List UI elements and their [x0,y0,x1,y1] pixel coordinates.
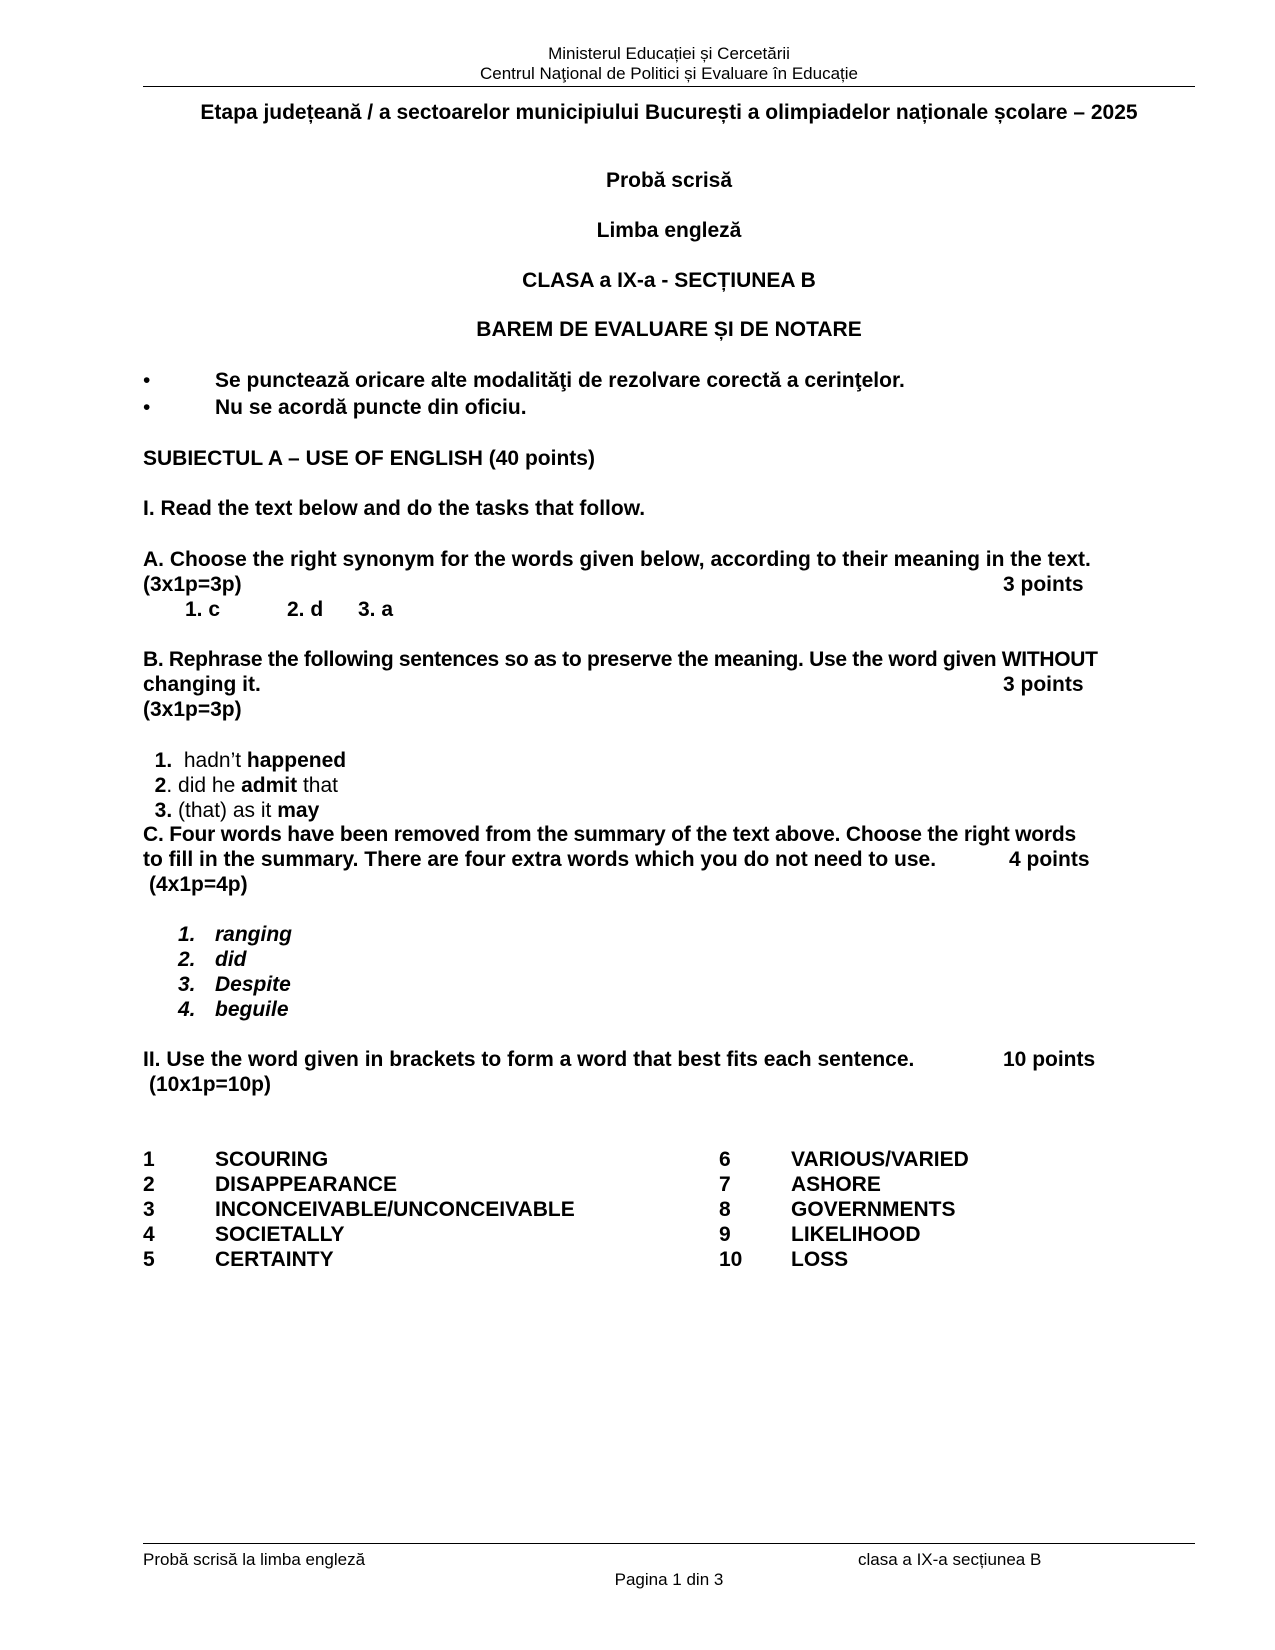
task-b-instruction: B. Rephrase the following sentences so as to preserve the meaning. Use the word given WITHOUT [143,648,1098,671]
word-formation-number: 5 [143,1248,155,1271]
word-formation-number: 3 [143,1198,155,1221]
word-formation-answer: SCOURING [215,1148,329,1171]
footer-left: Probă scrisă la limba engleză [143,1550,366,1569]
test-title: Probă scrisă [605,169,733,192]
part-1-heading: I. Read the text below and do the tasks that follow. [143,497,646,520]
answer-number: 3. [154,799,173,822]
answer-text: (that) as it [172,799,278,822]
task-c-instruction: C. Four words have been removed from the summary of the text above. Choose the right words [143,823,1077,846]
header-divider [143,86,1195,87]
word-formation-number: 2 [143,1173,155,1196]
answer-text: that [297,774,338,797]
center-name: Centrul Naţional de Politici și Evaluare în Educație [480,64,858,83]
answer-key-word: may [277,799,320,822]
answer-text: hadn’t [172,749,247,772]
word-formation-number: 7 [719,1173,731,1196]
word-formation-answer: INCONCEIVABLE/UNCONCEIVABLE [215,1198,575,1221]
answer-text: . did he [166,774,242,797]
task-b-points: 3 points [1003,673,1084,696]
footer-right: clasa a IX-a secțiunea B [858,1550,1042,1569]
part-2-instruction: II. Use the word given in brackets to form a word that best fits each sentence. [143,1048,915,1071]
task-c-scoring: (4x1p=4p) [149,873,248,896]
bullet-text: Nu se acordă puncte din oficiu. [215,396,527,419]
subject-a-heading: SUBIECTUL A – USE OF ENGLISH (40 points) [143,447,595,470]
word-formation-answer: ASHORE [791,1173,881,1196]
task-b-answer [143,772,319,824]
bullet-mark: • [143,369,151,392]
word-formation-answer: LOSS [791,1248,849,1271]
task-c-answer-word: beguile [215,998,289,1021]
word-formation-number: 1 [143,1148,155,1171]
word-formation-number: 4 [143,1223,155,1246]
ministry-name: Ministerul Educației și Cercetării [548,44,790,63]
bullet-mark: • [143,396,151,419]
task-a-points: 3 points [1003,573,1084,596]
word-formation-answer: SOCIETALLY [215,1223,345,1246]
word-formation-answer: VARIOUS/VARIED [791,1148,969,1171]
word-formation-number: 6 [719,1148,731,1171]
task-c-answer-word: did [215,948,247,971]
page-number: Pagina 1 din 3 [614,1570,724,1589]
task-c-answer-number: 1. [178,923,196,946]
grade-title: CLASA a IX-a - SECȚIUNEA B [522,269,816,292]
subject-title: Limba engleză [596,219,742,242]
task-c-instruction-cont: to fill in the summary. There are four extra words which you do not need to use. [143,848,937,871]
word-formation-answer: DISAPPEARANCE [215,1173,398,1196]
bullet-text: Se punctează oricare alte modalităţi de rezolvare corectă a cerinţelor. [215,369,905,392]
task-c-answer-word: ranging [215,923,292,946]
answer-number: 1. [154,749,173,772]
barem-title: BAREM DE EVALUARE ȘI DE NOTARE [476,318,862,341]
task-c-answer-number: 3. [178,973,196,996]
task-c-answer-number: 2. [178,948,196,971]
task-c-points: 4 points [1009,848,1090,871]
task-c-answer-word: Despite [215,973,291,996]
task-a-answer: 3. a [358,598,394,621]
word-formation-number: 10 [719,1248,743,1271]
stage-title: Etapa județeană / a sectoarelor municipiului București a olimpiadelor naționale școlare – 2025 [200,101,1138,124]
task-b-scoring: (3x1p=3p) [143,698,242,721]
task-a-instruction: A. Choose the right synonym for the words given below, according to their meaning in the text. [143,548,1091,571]
word-formation-answer: CERTAINTY [215,1248,334,1271]
answer-key-word: admit [241,774,298,797]
part-2-scoring: (10x1p=10p) [149,1073,271,1096]
task-a-answer: 1. c [185,598,221,621]
answer-key-word: happened [246,749,347,772]
part-2-points: 10 points [1003,1048,1096,1071]
task-a-answer: 2. d [287,598,324,621]
word-formation-number: 8 [719,1198,731,1221]
task-c-answer-number: 4. [178,998,196,1021]
word-formation-answer: LIKELIHOOD [791,1223,921,1246]
task-b-instruction-cont: changing it. [143,673,261,696]
word-formation-answer: GOVERNMENTS [791,1198,956,1221]
task-a-scoring: (3x1p=3p) [143,573,242,596]
answer-number: 2 [154,774,167,797]
footer-divider [143,1543,1195,1544]
word-formation-number: 9 [719,1223,731,1246]
